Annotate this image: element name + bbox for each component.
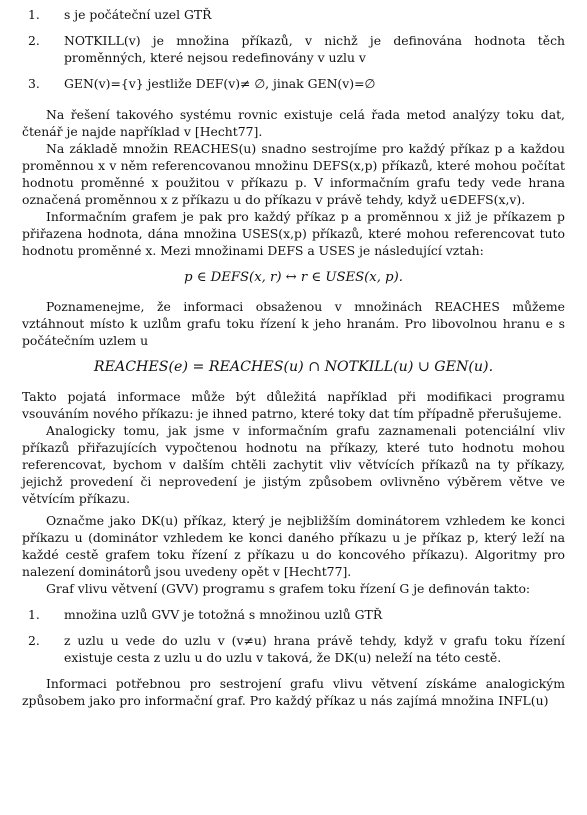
gvv-item-2: [22, 632, 565, 666]
paragraph-uses-set: Informačním grafem je pak pro každý příkaz p a proměnnou x již je příkazem p přiřazena hodnota, dána množina USES(x,p) příkazů, které mohou referencovat tuto hodnotu proměnné x. Mezi množinami DEFS a USES je následující vztah:: [22, 209, 565, 258]
item-number: 2.: [28, 33, 40, 48]
paragraph-reaches-edges: Poznamenejme, že informaci obsaženou v množinách REACHES můžeme vztáhnout místo k uzlům grafu toku řízení k jeho hranám. Pro libovolnou hranu e s počátečním uzlem u: [22, 299, 565, 348]
paragraph-dataflow-methods: Na řešení takového systému rovnic existuje celá řada metod analýzy toku dat, čtenář je najde například v [Hecht77].: [22, 107, 565, 139]
item-number: 1.: [28, 7, 40, 22]
paragraph-branching-influence: Analogicky tomu, jak jsme v informačním grafu zaznamenali potenciální vliv příkazů přiřazujících vypočtenou hodnotu na příkazy, které tuto hodnotu mohou referencovat, bychom v dalším chtěli zachytit vliv větvících příkazů na ty příkazy, jejichž provedení či neprovedení je jistým způsobem ovlivněno výběrem větve ve větvícím příkazu.: [22, 423, 565, 506]
gvv-item-1: [22, 606, 565, 623]
paragraph-defs-set: Na základě množin REACHES(u) snadno sestrojíme pro každý příkaz p a každou proměnnou x v něm referencovanou množinu DEFS(x,p) příkazů, které mohou počítat hodnotu proměnné x použitou v příkazu p. V informačním grafu tedy vede hrana označená proměnnou x z příkazu u do příkazu v právě tehdy, když u∈DEFS(x,v).: [22, 141, 565, 207]
item-text: množina uzlů GVV je totožná s množinou uzlů GTŘ: [64, 607, 383, 622]
formula-defs-uses: p ∈ DEFS(x, r) ↔ r ∈ USES(x, p).: [184, 270, 403, 285]
definition-item-3: [22, 75, 565, 92]
item-number: 2.: [28, 633, 40, 648]
item-text: GEN(v)={v} jestliže DEF(v)≠ ∅, jinak GEN(v)=∅: [64, 76, 376, 91]
item-number: 1.: [28, 607, 40, 622]
paragraph-gvv-definition: Graf vlivu větvení (GVV) programu s grafem toku řízení G je definován takto:: [46, 581, 531, 596]
definition-item-2: [22, 32, 565, 66]
item-number: 3.: [28, 76, 40, 91]
paragraph-infl-set: Informaci potřebnou pro sestrojení grafu vlivu větvení získáme analogickým způsobem jako pro informační graf. Pro každý příkaz u nás zajímá množina INFL(u): [22, 676, 565, 708]
document-page: [22, 0, 565, 709]
item-text: z uzlu u vede do uzlu v (v≠u) hrana právě tehdy, když v grafu toku řízení existuje cesta z uzlu u do uzlu v taková, že DK(u) neleží na této cestě.: [64, 633, 565, 665]
paragraph-dominator: Označme jako DK(u) příkaz, který je nejbližším dominátorem vzhledem ke konci příkazu u (dominátor vzhledem ke konci daného příkazu u je příkaz p, který leží na každé cestě grafem toku řízení z příkazu u do koncového příkazu). Algoritmy pro nalezení dominátorů jsou uvedeny opět v [Hecht77].: [22, 513, 565, 579]
definition-item-1: [22, 6, 565, 23]
item-text: NOTKILL(v) je množina příkazů, v nichž je definována hodnota těch proměnných, které nejsou redefinovány v uzlu v: [64, 33, 565, 65]
item-text: s je počáteční uzel GTŘ: [64, 7, 212, 22]
paragraph-modification: Takto pojatá informace může být důležitá například při modifikaci programu vsouváním nového příkazu: je ihned patrno, které toky dat tím případně přerušujeme.: [22, 389, 565, 421]
formula-reaches-edge: REACHES(e) = REACHES(u) ∩ NOTKILL(u) ∪ GEN(u).: [93, 359, 494, 375]
